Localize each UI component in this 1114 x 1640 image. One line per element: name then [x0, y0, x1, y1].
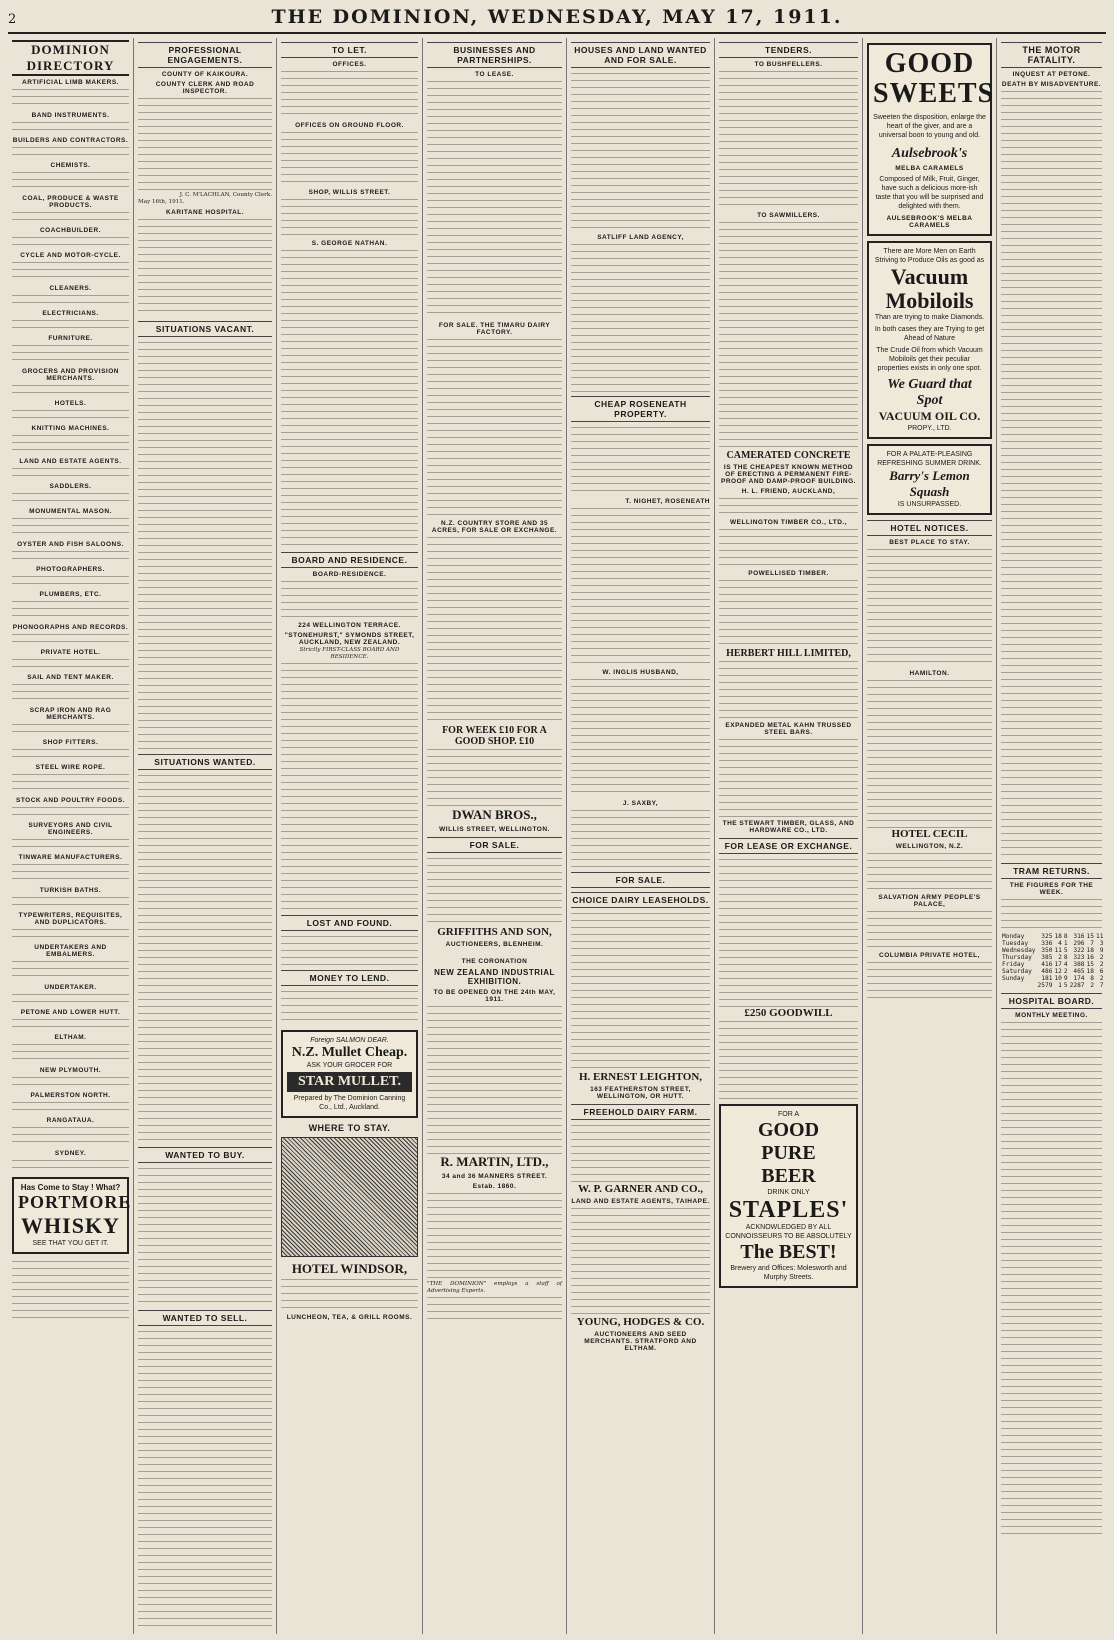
- notice-heading: KARITANE HOSPITAL.: [165, 209, 245, 216]
- exhibition: NEW ZEALAND INDUSTRIAL EXHIBITION.: [434, 968, 555, 986]
- squash: Barry's Lemon Squash: [889, 468, 970, 499]
- section-header: PROFESSIONAL ENGAGEMENTS.: [138, 42, 272, 68]
- newspaper-title: THE DOMINION, WEDNESDAY, MAY 17, 1911.: [271, 6, 843, 28]
- column-situations: [134, 38, 277, 1634]
- subheading: FOR SALE. THE TIMARU DAIRY FACTORY.: [438, 322, 551, 336]
- staples-brand: STAPLES': [728, 1197, 849, 1223]
- directory-section-heading: TYPEWRITERS, REQUISITES, AND DUPLICATORS.: [18, 912, 123, 926]
- column-to-let: [277, 38, 423, 1634]
- nighet: T. NIGHET, ROSENEATH: [625, 498, 710, 505]
- subheading: "STONEHURST," SYMONDS STREET, AUCKLAND, NEW ZEALAND.: [284, 632, 415, 646]
- column-tenders: [715, 38, 863, 1634]
- tram-row: Tuesday 336 4 1 296 7 3: [1002, 940, 1104, 947]
- lemon-squash-ad: [867, 444, 992, 515]
- directory-section-heading: SURVEYORS AND CIVIL ENGINEERS.: [28, 822, 113, 836]
- page-number: 2: [8, 12, 17, 27]
- mullet-ask: ASK YOUR GROCER FOR: [306, 1062, 393, 1069]
- friend: H. L. FRIEND, AUCKLAND,: [741, 488, 836, 495]
- tram-total-row: 2579 1 5 2287 2 7: [1037, 982, 1104, 989]
- tram-sub: THE FIGURES FOR THE WEEK.: [1009, 882, 1094, 896]
- vac-mid: Than are trying to make Diamonds.: [874, 314, 985, 321]
- section-header: LOST AND FOUND.: [281, 915, 418, 931]
- leighton-address: 163 FEATHERSTON STREET, WELLINGTON, OR HUTT.: [590, 1086, 691, 1100]
- column-directory: [8, 38, 134, 1634]
- directory-section-heading: LAND AND ESTATE AGENTS.: [19, 458, 122, 465]
- camerated: CAMERATED CONCRETE: [726, 450, 851, 461]
- aulsebrook: Aulsebrook's: [891, 146, 968, 161]
- opening-date: TO BE OPENED ON THE 24th MAY, 1911.: [433, 989, 556, 1003]
- section-header: FOR SALE.: [427, 837, 562, 853]
- directory-section-heading: CLEANERS.: [49, 285, 92, 292]
- directory-section-heading: TINWARE MANUFACTURERS.: [18, 854, 123, 861]
- directory-section-heading: ELTHAM.: [54, 1034, 87, 1041]
- hamilton: HAMILTON.: [909, 670, 950, 677]
- directory-section-heading: KNITTING MACHINES.: [31, 425, 110, 432]
- directory-section-heading: UNDERTAKERS AND EMBALMERS.: [34, 944, 107, 958]
- subheading: 224 WELLINGTON TERRACE.: [298, 622, 401, 629]
- directory-section-heading: UNDERTAKER.: [44, 984, 97, 991]
- directory-section-heading: SHOP FITTERS.: [42, 739, 99, 746]
- griffiths-sub: AUCTIONEERS, BLENHEIM.: [445, 941, 544, 948]
- whisky-text: WHISKY: [21, 1213, 120, 1238]
- sweets-copy: Sweeten the disposition, enlarge the heart of the giver, and are a universal boon to young and old.: [873, 114, 986, 139]
- young-hodges: YOUNG, HODGES & CO.: [576, 1316, 705, 1328]
- agency: SATLIFF LAND AGENCY,: [597, 234, 684, 241]
- section-header: HOUSES AND LAND WANTED AND FOR SALE.: [571, 42, 710, 68]
- martin-address: 34 and 36 MANNERS STREET.: [441, 1173, 548, 1180]
- good-sweets-ad: [867, 43, 995, 236]
- directory-section-heading: PALMERSTON NORTH.: [30, 1092, 111, 1099]
- directory-section-heading: PHOTOGRAPHERS.: [36, 566, 105, 573]
- section-header: FREEHOLD DAIRY FARM.: [571, 1104, 710, 1120]
- directory-section-heading: ARTIFICIAL LIMB MAKERS.: [22, 79, 119, 86]
- camerated-sub: IS THE CHEAPEST KNOWN METHOD OF ERECTING A PERMANENT FIRE-PROOF AND DAMP-PROOF BUILDING.: [720, 464, 856, 485]
- vac-co: VACUUM OIL CO.: [878, 409, 981, 423]
- section-header: WANTED TO BUY.: [138, 1147, 272, 1163]
- directory-section-heading: BUILDERS AND CONTRACTORS.: [12, 137, 129, 144]
- squash-sub: IS UNSURPASSED.: [897, 501, 962, 508]
- tram-row: Monday 325 18 8 316 15 11: [1002, 933, 1104, 940]
- melba-copy: Composed of Milk, Fruit, Ginger, have such a delicious more-ish taste that you will be surprised and delighted with them.: [875, 176, 984, 210]
- notice-subheading: COUNTY CLERK AND ROAD INSPECTOR.: [155, 81, 255, 95]
- notice-heading: COUNTY OF KAIKOURA.: [161, 71, 249, 78]
- subheading: N.Z. COUNTRY STORE AND 35 ACRES, FOR SALE OR EXCHANGE.: [431, 520, 558, 534]
- staples-sub: ACKNOWLEDGED BY ALL CONNOISSEURS TO BE ABSOLUTELY: [725, 1224, 852, 1240]
- section-header: CHOICE DAIRY LEASEHOLDS.: [571, 892, 710, 908]
- section-header: FOR LEASE OR EXCHANGE.: [719, 838, 858, 854]
- hospital-sub: MONTHLY MEETING.: [1015, 1012, 1088, 1019]
- mullet-prepared: Prepared by The Dominion Canning Co., Ltd., Auckland.: [293, 1095, 406, 1111]
- dominion-note: "THE DOMINION" employs a staff of Advertising Experts.: [427, 1281, 562, 1294]
- wellington-timber: WELLINGTON TIMBER CO., LTD.,: [729, 519, 848, 526]
- subheading: Strictly FIRST-CLASS BOARD AND RESIDENCE.: [299, 647, 400, 660]
- directory-section-heading: GROCERS AND PROVISION MERCHANTS.: [22, 368, 119, 382]
- directory-section-heading: NEW PLYMOUTH.: [39, 1067, 102, 1074]
- directory-section-heading: PRIVATE HOTEL.: [40, 649, 101, 656]
- directory-section-heading: BAND INSTRUMENTS.: [31, 112, 110, 119]
- melba-foot: AULSEBROOK'S MELBA CARAMELS: [886, 215, 973, 229]
- staples-best: The BEST!: [740, 1241, 837, 1263]
- vac-intro: There are More Men on Earth Striving to Produce Oils as good as: [874, 248, 985, 264]
- saxby: J. SAXBY,: [622, 800, 659, 807]
- tram-row: Friday 416 17 4 388 15 2: [1002, 961, 1104, 968]
- herbert-hill: HERBERT HILL LIMITED,: [726, 648, 851, 659]
- column-ads: [863, 38, 997, 1634]
- directory-section-heading: PLUMBERS, ETC.: [39, 591, 102, 598]
- section-header: HOSPITAL BOARD.: [1001, 993, 1102, 1009]
- section-header: FOR SALE.: [571, 872, 710, 888]
- mullet-top: Foreign SALMON DEAR.: [310, 1037, 389, 1044]
- expanded-metal: EXPANDED METAL KAHN TRUSSED STEEL BARS.: [725, 722, 852, 736]
- melba: MELBA CARAMELS: [895, 165, 964, 172]
- stewart: THE STEWART TIMBER, GLASS, AND HARDWARE CO., LTD.: [722, 820, 855, 834]
- directory-section-heading: PHONOGRAPHS AND RECORDS.: [12, 624, 129, 631]
- tram-row: Thursday 385 2 8 323 16 2: [1002, 954, 1104, 961]
- portmore-whisky-ad: [12, 1177, 132, 1254]
- directory-section-heading: TURKISH BATHS.: [39, 887, 102, 894]
- tram-table: [1001, 933, 1104, 989]
- goodwill: £250 GOODWILL: [744, 1007, 833, 1019]
- vac-co-sub: PROPY., LTD.: [907, 425, 952, 432]
- garner-sub: LAND AND ESTATE AGENTS, TAIHAPE.: [571, 1198, 710, 1205]
- subheading: TO SAWMILLERS.: [757, 212, 820, 219]
- directory-section-heading: ELECTRICIANS.: [42, 310, 99, 317]
- section-header: SITUATIONS WANTED.: [138, 754, 272, 770]
- verdict: DEATH BY MISADVENTURE.: [1001, 81, 1102, 88]
- vac-mid3: The Crude Oil from which Vacuum Mobiloils get their peculiar properties exists in only one spot.: [876, 347, 983, 372]
- staples-beer-ad: [719, 1104, 858, 1288]
- section-header: BOARD AND RESIDENCE.: [281, 552, 418, 568]
- leighton: H. ERNEST LEIGHTON,: [578, 1071, 703, 1083]
- section-header: MONEY TO LEND.: [281, 970, 418, 986]
- staples-address: Brewery and Offices: Molesworth and Murphy Streets.: [730, 1265, 847, 1281]
- hotel-windsor: HOTEL WINDSOR,: [291, 1261, 408, 1276]
- dwan-bros: DWAN BROS.,: [452, 807, 537, 822]
- subheading: BOARD-RESIDENCE.: [312, 571, 387, 578]
- beer-for: FOR A: [777, 1111, 799, 1118]
- notice-date: May 16th, 1911.: [138, 199, 185, 205]
- tram-row: Sunday 181 10 9 174 8 2: [1002, 975, 1104, 982]
- directory-section-heading: STOCK AND POULTRY FOODS.: [15, 797, 126, 804]
- directory-section-heading: HOTELS.: [54, 400, 87, 407]
- where-to-stay: WHERE TO STAY.: [308, 1123, 391, 1133]
- guard: We Guard that Spot: [887, 377, 972, 408]
- directory-section-heading: CYCLE AND MOTOR-CYCLE.: [20, 252, 121, 259]
- directory-section-heading: OYSTER AND FISH SALOONS.: [17, 541, 124, 548]
- portmore-brand: PORTMORE: [18, 1192, 132, 1212]
- beer-beer: BEER: [761, 1165, 816, 1187]
- column-businesses: [423, 38, 567, 1634]
- directory-section-heading: SCRAP IRON AND RAG MERCHANTS.: [29, 707, 112, 721]
- beer-pure: PURE: [761, 1142, 816, 1164]
- squash-intro: FOR A PALATE-PLEASING REFRESHING SUMMER DRINK.: [877, 451, 982, 467]
- griffiths: GRIFFITHS AND SON,: [437, 926, 552, 938]
- garner: W. P. GARNER AND CO.,: [577, 1183, 704, 1195]
- inquest: INQUEST AT PETONE.: [1012, 71, 1091, 78]
- section-header: TO LET.: [281, 42, 418, 58]
- ad-headline: Has Come to Stay ! What?: [20, 1183, 121, 1192]
- mullet-ad: [281, 1030, 418, 1118]
- hotel-cecil-sub: WELLINGTON, N.Z.: [895, 843, 964, 850]
- subheading: TO BUSHFELLERS.: [754, 61, 823, 68]
- beer-drink: DRINK ONLY: [767, 1189, 810, 1196]
- directory-section-heading: MONUMENTAL MASON.: [29, 508, 112, 515]
- whisky-tagline: SEE THAT YOU GET IT.: [32, 1240, 109, 1247]
- directory-section-heading: RANGATAUA.: [46, 1117, 95, 1124]
- coronation: THE CORONATION: [461, 958, 528, 965]
- directory-section-heading: CHEMISTS.: [50, 162, 91, 169]
- vac-mid2: In both cases they are Trying to get Ahead of Nature: [874, 326, 985, 342]
- section-header: SITUATIONS VACANT.: [138, 321, 272, 337]
- tram-row: Saturday 486 12 2 465 18 6: [1002, 968, 1104, 975]
- salvation: SALVATION ARMY PEOPLE'S PALACE,: [878, 894, 981, 908]
- masthead: [8, 6, 1106, 34]
- vacuum: Vacuum: [890, 264, 969, 289]
- martin-established: Estab. 1860.: [472, 1183, 517, 1190]
- inglis: W. INGLIS HUSBAND,: [602, 669, 679, 676]
- best-place: BEST PLACE TO STAY.: [889, 539, 970, 546]
- directory-section-heading: FURNITURE.: [48, 335, 93, 342]
- subheading: SHOP, WILLIS STREET.: [308, 189, 391, 196]
- section-header: TRAM RETURNS.: [1001, 863, 1102, 879]
- section-header: TENDERS.: [719, 42, 858, 58]
- powelled: POWELLISED TIMBER.: [748, 570, 829, 577]
- directory-section-heading: COACHBUILDER.: [39, 227, 102, 234]
- columbia: COLUMBIA PRIVATE HOTEL,: [879, 952, 980, 959]
- directory-section-heading: PETONE AND LOWER HUTT.: [20, 1009, 121, 1016]
- subheading: TO LEASE.: [475, 71, 514, 78]
- tram-row: Wednesday 350 11 5 322 18 9: [1002, 947, 1104, 954]
- directory-section-heading: SYDNEY.: [54, 1150, 87, 1157]
- subheading: OFFICES.: [332, 61, 367, 68]
- section-header: BUSINESSES AND PARTNERSHIPS.: [427, 42, 562, 68]
- directory-section-heading: COAL, PRODUCE & WASTE PRODUCTS.: [22, 195, 119, 209]
- hotel-sub: LUNCHEON, TEA, & GRILL ROOMS.: [286, 1314, 413, 1321]
- subheading: OFFICES ON GROUND FLOOR.: [295, 122, 404, 129]
- notice-signature: J. C. M'LACHLAN, County Clerk.: [179, 192, 272, 198]
- signature: S. GEORGE NATHAN.: [311, 240, 388, 247]
- mullet-brand: STAR MULLET.: [287, 1072, 412, 1092]
- news-title: THE MOTOR FATALITY.: [1001, 42, 1102, 68]
- directory-section-heading: STEEL WIRE ROPE.: [35, 764, 106, 771]
- shop-ad: FOR WEEK £10 FOR A GOOD SHOP. £10: [442, 725, 547, 747]
- sweets: SWEETS: [873, 78, 995, 109]
- section-header: WANTED TO SELL.: [138, 1310, 272, 1326]
- dwan-address: WILLIS STREET, WELLINGTON.: [439, 826, 550, 833]
- r-martin: R. MARTIN, LTD.,: [440, 1154, 549, 1169]
- section-header: HOTEL NOTICES.: [867, 520, 992, 536]
- hotel-cecil: HOTEL CECIL: [891, 828, 968, 840]
- column-news: [997, 38, 1106, 1634]
- directory-section-heading: SADDLERS.: [49, 483, 92, 490]
- vacuum-oil-ad: [867, 241, 992, 439]
- young-sub: AUCTIONEERS AND SEED MERCHANTS. STRATFORD AND ELTHAM.: [584, 1331, 697, 1352]
- mobiloils: Mobiloils: [885, 288, 974, 313]
- good: GOOD: [884, 48, 975, 79]
- beer-good: GOOD: [757, 1119, 820, 1141]
- directory-section-heading: SAIL AND TENT MAKER.: [27, 674, 114, 681]
- hotel-illustration: [281, 1137, 418, 1257]
- section-header: CHEAP ROSENEATH PROPERTY.: [571, 396, 710, 422]
- directory-title: DOMINION DIRECTORY: [12, 40, 129, 76]
- mullet-title: N.Z. Mullet Cheap.: [291, 1045, 408, 1060]
- column-houses-land: [567, 38, 715, 1634]
- directory-sections: [12, 79, 129, 1172]
